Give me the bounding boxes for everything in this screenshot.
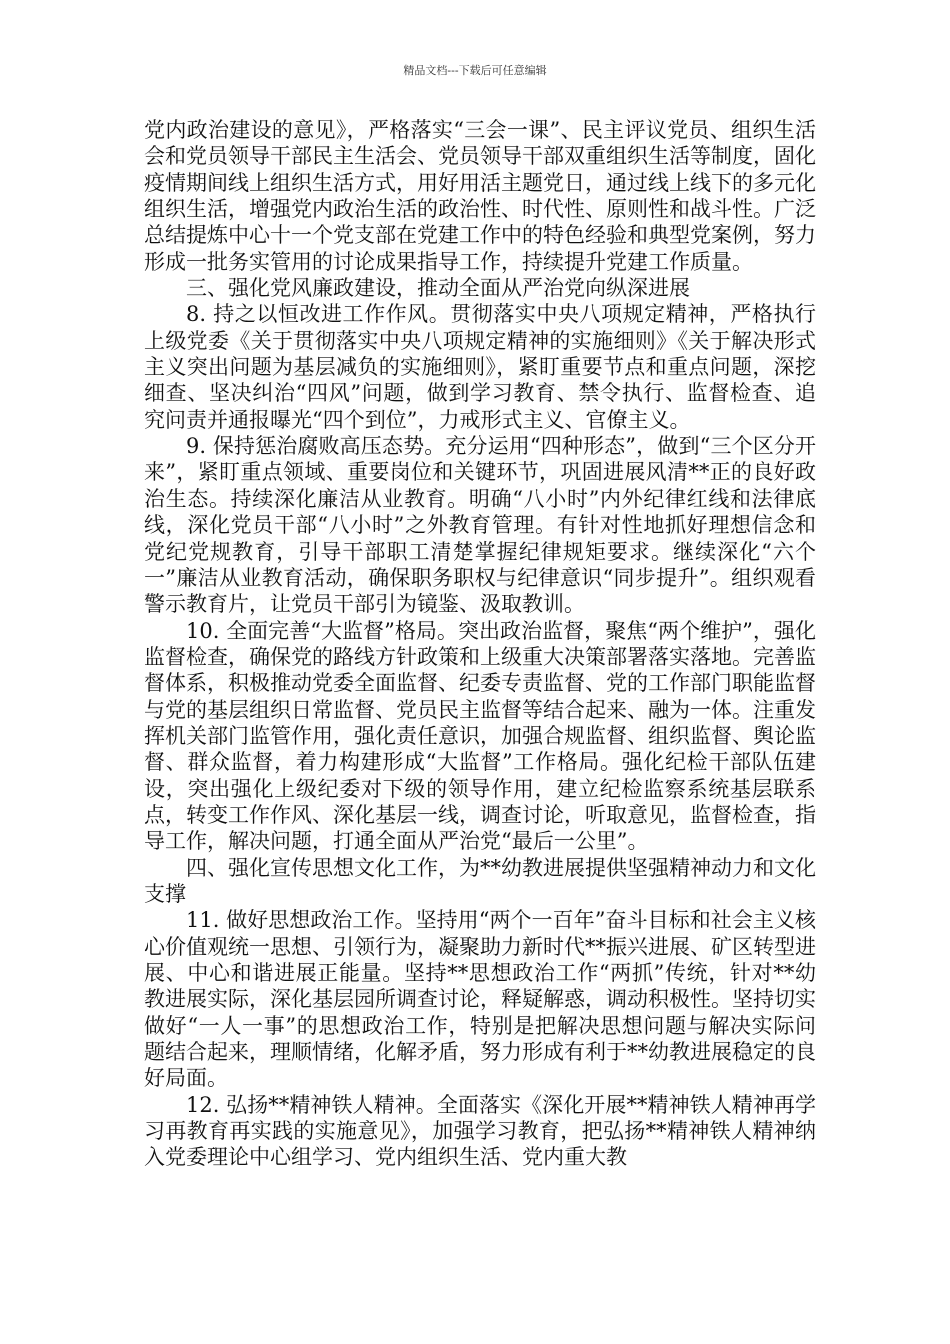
page-header: 精品文档---下载后可任意编辑 — [403, 64, 547, 77]
paragraph-item-12: 12. 弘扬**精神铁人精神。全面落实《深化开展**精神铁人精神再学习再教育再实践的实施意见》，加强学习教育，把弘扬**精神铁人精神纳入党委理论中心组学习、党内组织生活、党内重大教 — [144, 1092, 816, 1170]
paragraph-item-10: 10. 全面完善“大监督”格局。突出政治监督，聚焦“两个维护”，强化监督检查，确保党的路线方针政策和上级重大决策部署落实落地。完善监督体系，积极推动党委全面监督、纪委专责监督、党的工作部门职能监督与党的基层组织日常监督、党员民主监督等结合起来、融为一体。注重发挥机关部门监管作用，强化责任意识，加强合规监督、组织监督、舆论监督、群众监督，着力构建形成“大监督”工作格局。强化纪检干部队伍建设，突出强化上级纪委对下级的领导作用，建立纪检监察系统基层联系点，转变工作作风、深化基层一线，调查讨论，听取意见，监督检查，指导工作，解决问题，打通全面从严治党“最后一公里”。 — [144, 618, 816, 854]
document-body — [144, 117, 816, 1171]
paragraph-item-11: 11. 做好思想政治工作。坚持用“两个一百年”奋斗目标和社会主义核心价值观统一思想、引领行为，凝聚助力新时代**振兴进展、矿区转型进展、中心和谐进展正能量。坚持**思想政治工作“两抓”传统，针对**幼教进展实际，深化基层园所调查讨论，释疑解惑，调动积极性。坚持切实做好“一人一事”的思想政治工作，特别是把解决思想问题与解决实际问题结合起来，理顺情绪，化解矛盾，努力形成有利于**幼教进展稳定的良好局面。 — [144, 908, 816, 1091]
section-heading-4: 四、强化宣传思想文化工作，为**幼教进展提供坚强精神动力和文化支撑 — [144, 855, 816, 906]
section-heading-3: 三、强化党风廉政建设，推动全面从严治党向纵深进展 — [186, 276, 690, 301]
paragraph-item-8: 8. 持之以恒改进工作作风。贯彻落实中央八项规定精神，严格执行上级党委《关于贯彻落实中央八项规定精神的实施细则》《关于解决形式主义突出问题为基层减负的实施细则》，紧盯重要节点和重点问题，深挖细查、坚决纠治“四风”问题，做到学习教育、禁令执行、监督检查、追究问责并通报曝光“四个到位”，力戒形式主义、官僚主义。 — [144, 302, 816, 432]
paragraph-1: 党内政治建设的意见》，严格落实“三会一课”、民主评议党员、组织生活会和党员领导干部民主生活会、党员领导干部双重组织生活等制度，固化疫情期间线上组织生活方式，用好用活主题党日，通过线上线下的多元化组织生活，增强党内政治生活的政治性、时代性、原则性和战斗性。广泛总结提炼中心十一个党支部在党建工作中的特色经验和典型党案例，努力形成一批务实管用的讨论成果指导工作，持续提升党建工作质量。 — [144, 118, 816, 274]
paragraph-item-9: 9. 保持惩治腐败高压态势。充分运用“四种形态”，做到“三个区分开来”，紧盯重点领域、重要岗位和关键环节，巩固进展风清**正的良好政治生态。持续深化廉洁从业教育。明确“八小时”内外纪律红线和法律底线，深化党员干部“八小时”之外教育管理。有针对性地抓好理想信念和党纪党规教育，引导干部职工清楚掌握纪律规矩要求。继续深化“六个一”廉洁从业教育活动，确保职务职权与纪律意识“同步提升”。组织观看警示教育片，让党员干部引为镜鉴、汲取教训。 — [144, 434, 816, 617]
